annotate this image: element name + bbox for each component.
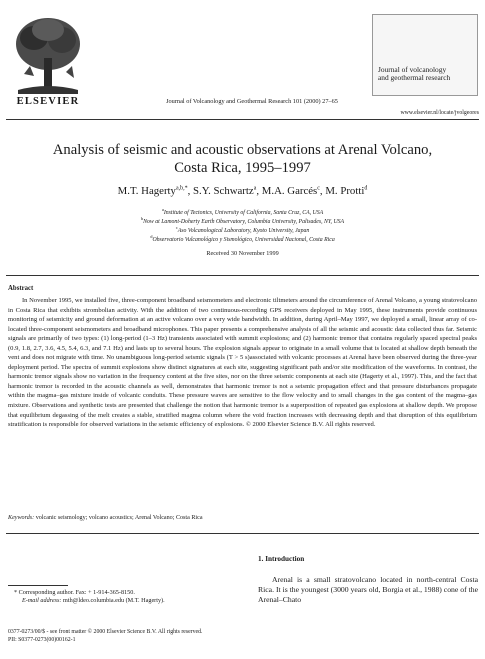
affiliation: $^c$Aso Volcanological Laboratory, Kyoto University, Japan <box>175 225 310 234</box>
keywords-label: Keywords: <box>8 515 35 521</box>
publisher-name: ELSEVIER <box>16 96 80 107</box>
corresponding-author-note: * Corresponding author. Fax: + 1-914-365-8150. <box>14 589 135 596</box>
copyright-line: 0377-0273/00/$ - see front matter © 2000 Elsevier Science B.V. All rights reserved. <box>8 629 203 635</box>
author: M.T. Hagerty$^{a,b,*}$, <box>117 185 194 197</box>
keywords-text: volcanic seismology; volcano acoustics; Arenal Volcano; Costa Rica <box>34 515 203 521</box>
title-line-2: Costa Rica, 1995–1997 <box>174 160 311 176</box>
abstract-bottom-rule <box>6 533 479 534</box>
author: M.A. Garcés$^c$, <box>261 185 326 197</box>
title-line-1: Analysis of seismic and acoustic observations at Arenal Volcano, <box>52 142 433 158</box>
keywords <box>8 515 477 521</box>
elsevier-tree-logo <box>10 12 86 98</box>
journal-name-line-1: Journal of volcanology <box>378 65 447 74</box>
affiliation: $^b$Now at Lamont-Doherty Earth Observatory, Columbia University, Palisades, NY, USA <box>140 216 345 225</box>
pii-line: PII: S0377-0273(00)00162-1 <box>8 637 76 644</box>
footnote-rule <box>8 585 68 586</box>
abstract-body: In November 1995, we installed five, three-component broadband seismometers and electronic tiltmeters around the circumference of Arenal Volcano, a young stratovolcano in Costa Rica that exhibits strombolian activity. With the addition of two continuous-recording GPS receivers deployed in May 1995, these instruments provide continuous monitoring of seismicity and ground deformation at an active volcano over a very wide bandwidth. In addition, during April–May 1997, we deployed a small, linear array of co-located three-component seismometers and broadband microphones. This paper presents a comprehensive analysis of all the seismic and acoustic data collected thus far. Seismic signals are primarily of two types: (1) long-period (1–3 Hz) transients associated with summit explosions; and (2) harmonic tremor that contains regularly spaced spectral peaks (0.9, 1.8, 2.7, 3.6, 4.5, 5.4, 6.3, and 7.1 Hz) and lasts up to several hours. The explosion signals appear to originate in a small volume that is located at shallow depth beneath the vent and does not migrate with time. No unambiguous long-period seismic signals (T > 5 s)associated with volcanic processes at Arenal have been observed during the three-year deployment period. The spectra of summit explosions show distinct signatures at each site, suggesting significant path and/or site modification of the waveforms. In contrast, the harmonic tremor signals show no variation in the frequency content at the five sites, nor on the three seismic components at each site (Hagerty et al., 1997). This, and the fact that harmonic tremor is recorded in the acoustic channels as well, demonstrates that harmonic tremor is not a seismic propagation effect and that pressure disturbances propagate within the magma–gas mixture inside of volcanic conduits. These pressure waves are sensitive to the flow velocity and to small changes in the gas content of the magma–gas mixture. Observations and synthetic tests are presented that challenge the notion that harmonic tremor is a superposition of repeated gas explosions at shallow depth. We propose that equilibrium degassing of the melt creates a stable, stratified magma column where the void fraction increases with decreasing depth and that disruption of this equilibrium stratification is responsible for observed variations in the seismic efficiency of explosions. © 2000 Elsevier Science B.V. All rights reserved. <box>8 297 477 429</box>
author-list <box>30 185 455 197</box>
author: M. Protti$^d$ <box>325 185 368 197</box>
copyright-block <box>8 628 308 645</box>
header-rule <box>6 119 479 120</box>
affiliation: $^a$Institute of Tectonics, University of California, Santa Cruz, CA, USA <box>161 207 324 216</box>
journal-name <box>378 66 478 83</box>
journal-citation: Journal of Volcanology and Geothermal Research 101 (2000) 27–65 <box>166 98 338 105</box>
footnote <box>10 589 240 606</box>
journal-url[interactable]: www.elsevier.nl/locate/jvolgeores <box>400 110 479 116</box>
introduction-text: Arenal is a small stratovolcano located in north-central Costa Rica. It is the youngest (3000 years old, Borgia et al., 1988) cone of the Arenal–Chato <box>258 575 478 605</box>
email-label: E-mail address: <box>22 597 62 605</box>
journal-cover-thumbnail <box>372 14 478 96</box>
abstract-top-rule <box>6 275 479 276</box>
author: S.Y. Schwartz$^a$, <box>193 185 262 197</box>
section-heading-introduction: 1. Introduction <box>258 555 305 563</box>
received-date: Received 30 November 1999 <box>206 250 279 257</box>
email-address[interactable]: mth@ldeo.columbia.edu (M.T. Hagerty). <box>61 597 165 605</box>
affiliation: $^d$Observatorio Vulcanológico y Sismológico, Universidad Nacional, Costa Rica <box>150 234 335 243</box>
journal-name-line-2: and geothermal research <box>378 73 451 83</box>
article-title <box>15 141 470 177</box>
abstract-heading: Abstract <box>8 285 34 292</box>
